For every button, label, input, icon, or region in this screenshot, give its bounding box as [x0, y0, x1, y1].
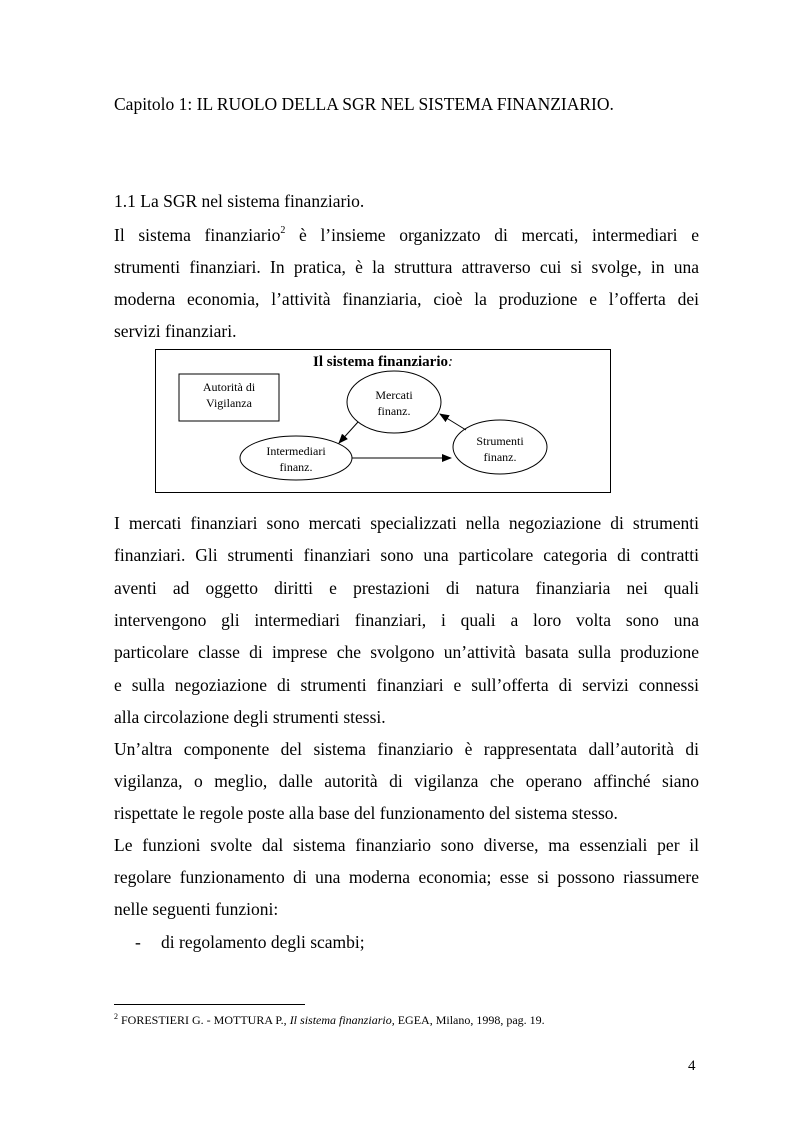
section-title: 1.1 La SGR nel sistema finanziario.: [114, 191, 365, 211]
paragraph-1-line-2: strumenti finanziari. In pratica, è la struttura attraverso cui si svolge, in una: [114, 257, 699, 277]
footnote-ref: 2: [280, 225, 286, 236]
instruments-label: Strumenti finanz.: [476, 434, 524, 464]
paragraph-2-line-7: alla circolazione degli strumenti stessi.: [114, 707, 386, 727]
financial-system-diagram: [155, 349, 611, 493]
paragraph-3-line-1: Un’altra componente del sistema finanziario è rappresentata dall’autorità di: [114, 739, 699, 759]
list-item: [135, 932, 365, 953]
paragraph-2-line-1: I mercati finanziari sono mercati specializzati nella negoziazione di strumenti: [114, 513, 699, 533]
arrow-markets-to-intermediaries: [339, 422, 358, 443]
paragraph-2-line-4: intervengono gli intermediari finanziari, i quali a loro volta sono una: [114, 610, 699, 630]
paragraph-4-line-2: regolare funzionamento di una moderna economia; esse si possono riassumere: [114, 867, 699, 887]
paragraph-1-line-3: moderna economia, l’attività finanziaria, cioè la produzione e l’offerta dei: [114, 289, 699, 309]
paragraph-3-line-2: vigilanza, o meglio, dalle autorità di vigilanza che operano affinché siano: [114, 771, 699, 791]
list-item-text: di regolamento degli scambi;: [161, 932, 365, 952]
chapter-title: Capitolo 1: IL RUOLO DELLA SGR NEL SISTEMA FINANZIARIO.: [114, 94, 614, 114]
list-dash: -: [135, 932, 141, 952]
paragraph-2-line-6: e sulla negoziazione di strumenti finanziari e sull’offerta di servizi connessi: [114, 675, 699, 695]
footnote-divider: [114, 1004, 305, 1005]
page-number: 4: [688, 1058, 696, 1074]
paragraph-1-line-4: servizi finanziari.: [114, 321, 237, 341]
diagram-shapes: [156, 350, 612, 494]
markets-label: Mercati finanz.: [375, 388, 413, 418]
intermediaries-label: Intermediari finanz.: [266, 444, 326, 474]
authority-label: Autorità di Vigilanza: [202, 380, 256, 410]
paragraph-4-line-3: nelle seguenti funzioni:: [114, 899, 279, 919]
arrow-instruments-to-markets: [440, 414, 466, 430]
paragraph-2-line-2: finanziari. Gli strumenti finanziari sono una particolare categoria di contratti: [114, 545, 699, 565]
paragraph-2-line-3: aventi ad oggetto diritti e prestazioni di natura finanziaria nei quali: [114, 578, 699, 598]
paragraph-4-line-1: Le funzioni svolte dal sistema finanziario sono diverse, ma essenziali per il: [114, 835, 699, 855]
diagram-title: Il sistema finanziario:: [313, 354, 453, 370]
paragraph-3-line-3: rispettate le regole poste alla base del funzionamento del sistema stesso.: [114, 803, 618, 823]
paragraph-2-line-5: particolare classe di imprese che svolgono un’attività basata sulla produzione: [114, 642, 699, 662]
paragraph-1-line-1: Il sistema finanziario$^2$ è l’insieme organizzato di mercati, intermediari e: [114, 225, 699, 245]
footnote: $^2$ FORESTIERI G. - MOTTURA P., Il sistema finanziario, EGEA, Milano, 1998, pag. 19.: [114, 1012, 545, 1027]
